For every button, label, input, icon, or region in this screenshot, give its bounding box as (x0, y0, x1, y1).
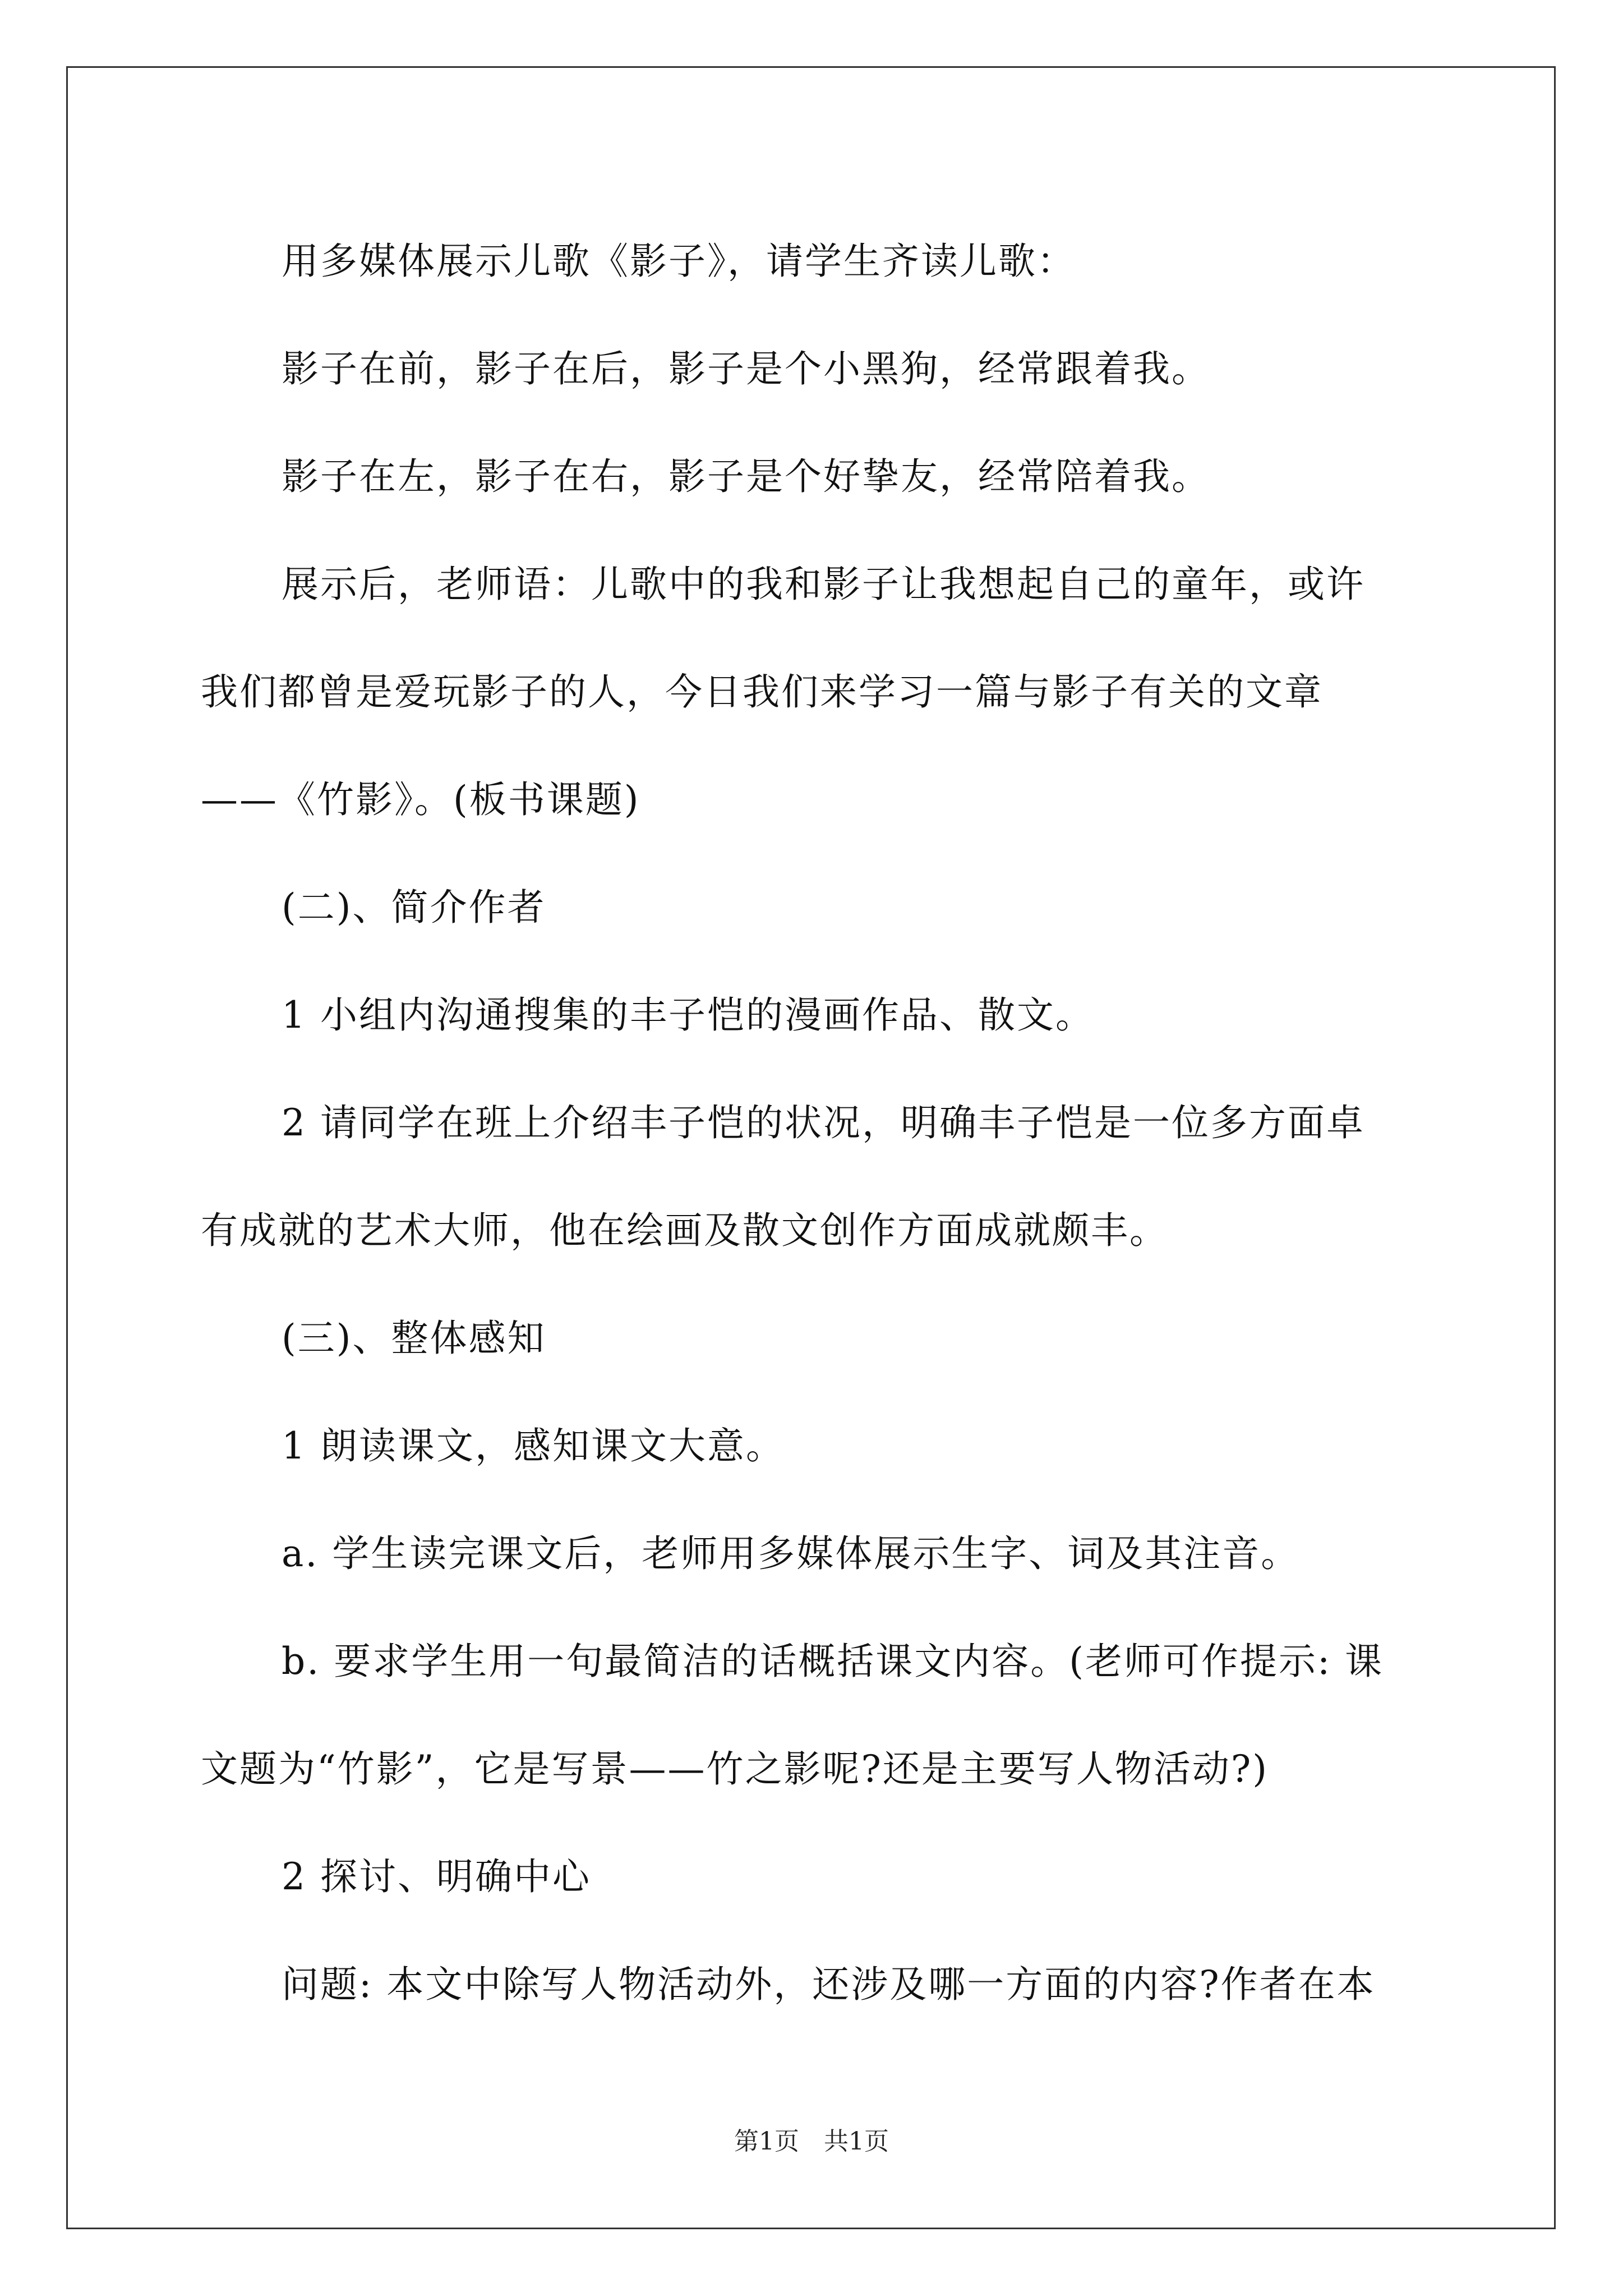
paragraph: 用多媒体展示儿歌《影子》，请学生齐读儿歌： (282, 240, 1076, 283)
paragraph: 1 朗读课文，感知课文大意。 (282, 1424, 785, 1467)
paragraph: 影子在左，影子在右，影子是个好挚友，经常陪着我。 (282, 455, 1210, 498)
paragraph: 影子在前，影子在后，影子是个小黑狗，经常跟着我。 (282, 347, 1210, 390)
paragraph: a. 学生读完课文后，老师用多媒体展示生字、词及其注音。 (282, 1532, 1300, 1575)
section-heading: (二)、简介作者 (282, 886, 546, 929)
paragraph: 2 探讨、明确中心 (282, 1855, 591, 1898)
paragraph: 展示后，老师语：儿歌中的我和影子让我想起自己的童年，或许 (282, 563, 1365, 606)
paragraph: 2 请同学在班上介绍丰子恺的状况，明确丰子恺是一位多方面卓 (282, 1101, 1365, 1144)
paragraph: 问题: 本文中除写人物活动外，还涉及哪一方面的内容?作者在本 (282, 1963, 1376, 2006)
paragraph-continuation: 文题为“竹影”，它是写景——竹之影呢?还是主要写人物活动?) (201, 1747, 1269, 1791)
document-body (201, 208, 1430, 2039)
paragraph: b. 要求学生用一句最简洁的话概括课文内容。(老师可作提示: 课 (282, 1640, 1384, 1683)
page-footer: 第1页 共1页 (734, 2127, 889, 2156)
paragraph-continuation: ——《竹影》。(板书课题) (201, 778, 640, 821)
paragraph: 1 小组内沟通搜集的丰子恺的漫画作品、散文。 (282, 993, 1094, 1037)
paragraph-continuation: 我们都曾是爱玩影子的人，今日我们来学习一篇与影子有关的文章 (201, 670, 1323, 714)
paragraph-continuation: 有成就的艺术大师，他在绘画及散文创作方面成就颇丰。 (201, 1209, 1168, 1252)
section-heading: (三)、整体感知 (282, 1317, 546, 1360)
